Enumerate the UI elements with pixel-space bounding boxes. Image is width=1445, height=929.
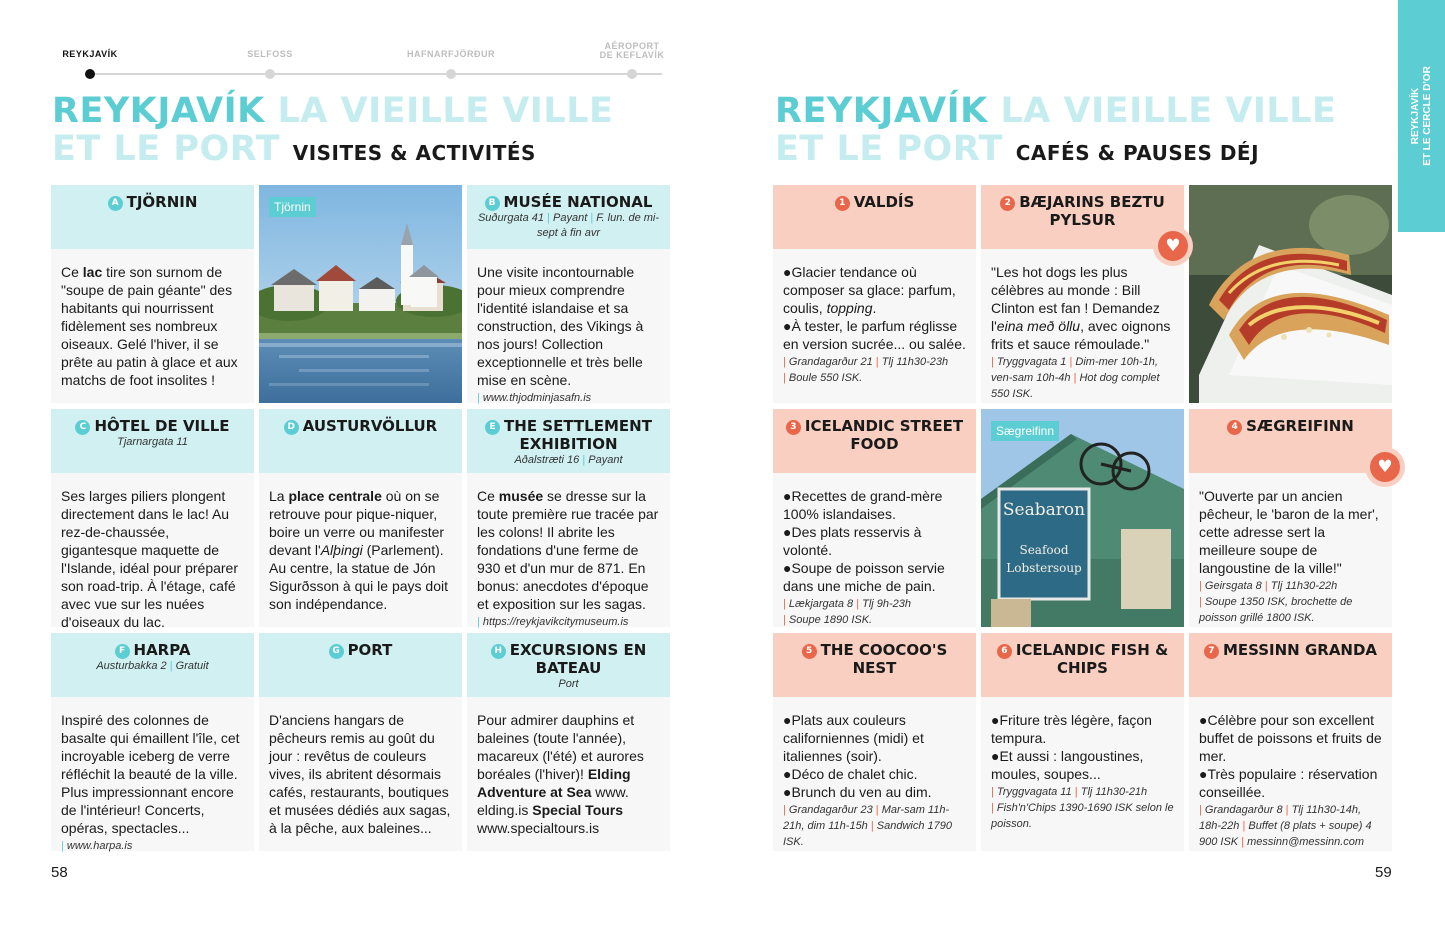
card-messinn-text: ●Célèbre pour son excellent buffet de poissons et fruits de mer. ●Très populaire : réservation conseillée. | Grandagarður 8 | Tlj 11h30-14h, 18h-22h | Buffet (8 plats + soupe) 4 900 ISK | messinn@messinn.com <box>1199 712 1382 848</box>
card-icelandic-fish-chips <box>981 633 1184 851</box>
badge-e: E <box>485 420 500 435</box>
right-title-part1: REYKJAVÍK <box>775 91 988 131</box>
photo-saegreifinn <box>981 409 1184 627</box>
timeline-dot-keflavik[interactable] <box>627 69 637 79</box>
card-port-text: D'anciens hangars de pêcheurs remis au goût du jour : revêtus de couleurs vives, ils abritent désormais cafés, restaurants, boutiques et musées dédiés aux sagas, à la pêche, aux baleines... <box>269 712 451 836</box>
card-port-header <box>259 633 462 697</box>
right-page-number: 59 <box>1375 864 1392 881</box>
card-saegreifinn <box>1189 409 1392 627</box>
card-street-food-text: ●Recettes de grand-mère 100% islandaises. ●Des plats resservis à volonté. ●Soupe de poisson servie dans une miche de pain. | Lækjargata 8 | Tlj 9h-23h | Soupe 1890 ISK. <box>783 488 945 626</box>
card-tjornin-text: Ce lac tire son surnom de "soupe de pain géante" des habitants qui nourrissent fidèlement ses nombreux oiseaux. Gelé l'hiver, il se prête au patin à glace et aux matchs de foot insolites ! <box>61 264 238 388</box>
card-fish-chips-header <box>981 633 1184 697</box>
sign-seabaron: Seabaron <box>1002 500 1086 520</box>
card-hotel-name: HÔTEL DE VILLE <box>94 417 230 435</box>
card-coocoo-header <box>773 633 976 697</box>
card-street-food-name: ICELANDIC STREET FOOD <box>804 417 964 453</box>
card-excursions-name: EXCURSIONS EN BATEAU <box>509 641 647 677</box>
badge-6: 6 <box>997 644 1012 659</box>
card-port <box>259 633 462 851</box>
card-saegreifinn-header <box>1189 409 1392 473</box>
card-baejarins-beztu <box>981 185 1184 403</box>
timeline-stop-reykjavik[interactable]: REYKJAVÍK <box>62 49 118 59</box>
card-valdis <box>773 185 976 403</box>
badge-5: 5 <box>802 644 817 659</box>
card-musee-header <box>467 185 670 249</box>
left-title-part2: LA VIEILLE VILLE <box>277 91 614 131</box>
card-coocoos-nest <box>773 633 976 851</box>
card-austurvollur-text: La place centrale où on se retrouve pour pique-niquer, boire un verre ou manifester devant l'Alþingi (Parlement). Au centre, la statue de Jón Sigurðsson à qui le pays doit son indépendance. <box>269 488 448 612</box>
settlement-url[interactable]: https://reykjavikcitymuseum.is <box>482 616 629 628</box>
timeline-stop-keflavik-line1: AÉROPORT <box>604 41 660 51</box>
timeline-stop-keflavik[interactable] <box>592 42 672 60</box>
badge-g: G <box>329 644 344 659</box>
card-harpa <box>51 633 254 851</box>
badge-d: D <box>284 420 299 435</box>
right-title-part2: LA VIEILLE VILLE <box>1000 91 1337 131</box>
left-section-title: VISITES & ACTIVITÉS <box>292 141 536 165</box>
badge-a: A <box>108 196 123 211</box>
card-street-food-header <box>773 409 976 473</box>
card-settlement-header <box>467 409 670 473</box>
left-title-part1: REYKJAVÍK <box>52 91 265 131</box>
card-hotel-de-ville <box>51 409 254 630</box>
card-excursions-header <box>467 633 670 697</box>
card-baejarins-name: BÆJARINS BEZTU PYLSUR <box>1019 193 1165 229</box>
card-harpa-header <box>51 633 254 697</box>
card-tjornin-name: TJÖRNIN <box>126 193 198 211</box>
card-fish-chips-text: ●Friture très légère, façon tempura. ●Et aussi : langoustines, moules, soupes... | Tryggvagata 11 | Tlj 11h30-21h | Fish'n'Chips 1390-1690 ISK selon le poisson. <box>991 712 1174 830</box>
timeline-dot-reykjavik[interactable] <box>85 69 95 79</box>
heart-icon: ♥ <box>1370 452 1400 482</box>
card-harpa-meta: Austurbakka 2 | Gratuit <box>96 660 209 672</box>
badge-h: H <box>491 644 506 659</box>
timeline-line <box>90 73 662 75</box>
favorite-heart-baejarins[interactable] <box>1153 226 1193 266</box>
card-musee-name: MUSÉE NATIONAL <box>503 193 653 211</box>
timeline-stop-hafnarfjordur[interactable]: HAFNARFJÖRÐUR <box>407 49 495 59</box>
card-saegreifinn-name: SÆGREIFINN <box>1246 417 1354 435</box>
card-saegreifinn-text: "Ouverte par un ancien pêcheur, le 'baron de la mer', cette adresse sert la meilleure soupe de langoustine de la ville!" | Geirsgata 8 | Tlj 11h30-22h | Soupe 1350 ISK, brochette de poisson grillé 1800 ISK. <box>1199 488 1379 624</box>
left-page-title <box>52 92 613 172</box>
card-excursions-text: Pour admirer dauphins et baleines (toute l'année), macareux (l'été) et aurores boréales (l'hiver)! Elding Adventure at Sea www. elding.is Special Tours www.specialtours.is <box>477 712 644 836</box>
favorite-heart-saegreifinn[interactable] <box>1365 447 1405 487</box>
card-coocoo-name: THE COOCOO'S NEST <box>820 641 948 677</box>
card-musee-text: Une visite incontournable pour mieux comprendre l'identité islandaise et sa construction, des Vikings à nos jours! Collection exceptionnelle et très belle mise en scène. | www.thjodminjasafn.is <box>477 264 644 404</box>
card-settlement-name: THE SETTLEMENT EXHIBITION <box>504 417 652 453</box>
card-messinn-header <box>1189 633 1392 697</box>
chapter-side-tab[interactable] <box>1398 0 1445 232</box>
card-messinn-name: MESSINN GRANDA <box>1222 641 1378 659</box>
timeline-stop-keflavik-line2: DE KEFLAVÍK <box>599 50 665 60</box>
card-port-name: PORT <box>347 641 393 659</box>
card-excursions-meta: Port <box>558 678 579 690</box>
badge-f: F <box>115 644 130 659</box>
hot-dog-illustration <box>1189 185 1392 403</box>
heart-icon: ♥ <box>1158 231 1188 261</box>
badge-1: 1 <box>835 196 850 211</box>
card-settlement-meta: Aðalstræti 16 | Payant <box>514 454 623 466</box>
card-hotel-header <box>51 409 254 473</box>
badge-7: 7 <box>1204 644 1219 659</box>
timeline-dot-selfoss[interactable] <box>265 69 275 79</box>
photo-tjornin <box>259 185 462 403</box>
harpa-url[interactable]: www.harpa.is <box>66 840 133 852</box>
timeline-stop-selfoss[interactable]: SELFOSS <box>247 49 293 59</box>
photo-tag-tjornin: Tjörnin <box>269 197 316 217</box>
badge-b: B <box>485 196 500 211</box>
chapter-side-tab-label: REYKJAVÍK ET LE CERCLE D'OR <box>1409 66 1433 166</box>
card-baejarins-text: "Les hot dogs les plus célèbres au monde : Bill Clinton est fan ! Demandez l'eina með öllu, avec oignons frits et sauce rémoulade." | Tryggvagata 1 | Dim-mer 10h-1h, ven-sam 10h-4h | Hot dog complet 550 ISK. <box>991 264 1171 400</box>
card-harpa-name: HARPA <box>133 641 191 659</box>
right-section-title: CAFÉS & PAUSES DÉJ <box>1015 141 1260 165</box>
right-title-part3: ET LE PORT <box>775 129 1004 169</box>
badge-c: C <box>75 420 90 435</box>
right-page-title <box>775 92 1336 172</box>
photo-tag-saegreifinn: Sægreifinn <box>991 421 1059 441</box>
badge-4: 4 <box>1227 420 1242 435</box>
card-messinn-granda <box>1189 633 1392 851</box>
timeline-dot-hafnarfjordur[interactable] <box>446 69 456 79</box>
tjornin-lake-church-illustration <box>259 185 462 403</box>
card-valdis-text: ●Glacier tendance où composer sa glace: parfum, coulis, topping. ●À tester, le parfum réglisse en version sucrée... ou salée. | Grandagarður 21 | Tlj 11h30-23h | Boule 550 ISK. <box>783 264 966 384</box>
card-icelandic-street-food <box>773 409 976 627</box>
saegreifinn-storefront-illustration <box>981 409 1184 627</box>
card-tjornin-header <box>51 185 254 249</box>
card-fish-chips-name: ICELANDIC FISH & CHIPS <box>1015 641 1169 677</box>
card-valdis-header <box>773 185 976 249</box>
left-page-number: 58 <box>51 864 68 881</box>
sign-seafood: Seafood <box>1019 543 1069 557</box>
left-title-part3: ET LE PORT <box>52 129 281 169</box>
badge-2: 2 <box>1000 196 1015 211</box>
card-austurvollur <box>259 409 462 627</box>
card-hotel-text: Ses larges piliers plongent directement dans le lac! Au rez-de-chaussée, gigantesque maquette de l'Islande, idéal pour préparer son road-trip. À l'étage, café avec vue sur les nuées d'oiseaux du lac. <box>61 488 239 630</box>
photo-hot-dog <box>1189 185 1392 403</box>
card-austurvollur-header <box>259 409 462 473</box>
musee-url[interactable]: www.thjodminjasafn.is <box>482 392 592 404</box>
card-coocoo-text: ●Plats aux couleurs californiennes (midi) et italiennes (soir). ●Déco de chalet chic. ●Brunch du ven au dim. | Grandagarður 23 | Mar-sam 11h-21h, dim 11h-15h | Sandwich 1790 ISK. <box>783 712 953 848</box>
card-tjornin <box>51 185 254 403</box>
card-settlement-exhibition <box>467 409 670 627</box>
badge-3: 3 <box>786 420 801 435</box>
card-musee-national <box>467 185 670 403</box>
messinn-email[interactable]: messinn@messinn.com <box>1247 836 1365 848</box>
card-hotel-meta: Tjarnargata 11 <box>117 436 188 448</box>
sign-lobstersoup: Lobstersoup <box>1006 561 1082 575</box>
card-musee-meta: Suðurgata 41 | Payant | F. lun. de mi-sept à fin avr <box>477 212 660 239</box>
card-austurvollur-name: AUSTURVÖLLUR <box>302 417 438 435</box>
card-settlement-text: Ce musée se dresse sur la toute première rue tracée par les colons! Il abrite les fondations d'une ferme de 930 et d'un mur de 871. En bonus: anecdotes d'époque et exposition sur les sagas. | https://reykjavikcitymuseum.is <box>477 488 659 628</box>
card-valdis-name: VALDÍS <box>853 193 915 211</box>
card-excursions-bateau <box>467 633 670 851</box>
card-harpa-text: Inspiré des colonnes de basalte qui émaillent l'île, cet incroyable iceberg de verre réfléchit la beauté de la ville. Plus impressionnant encore de l'intérieur! Concerts, opéras, spectacles... | www.harpa.is <box>61 712 240 852</box>
